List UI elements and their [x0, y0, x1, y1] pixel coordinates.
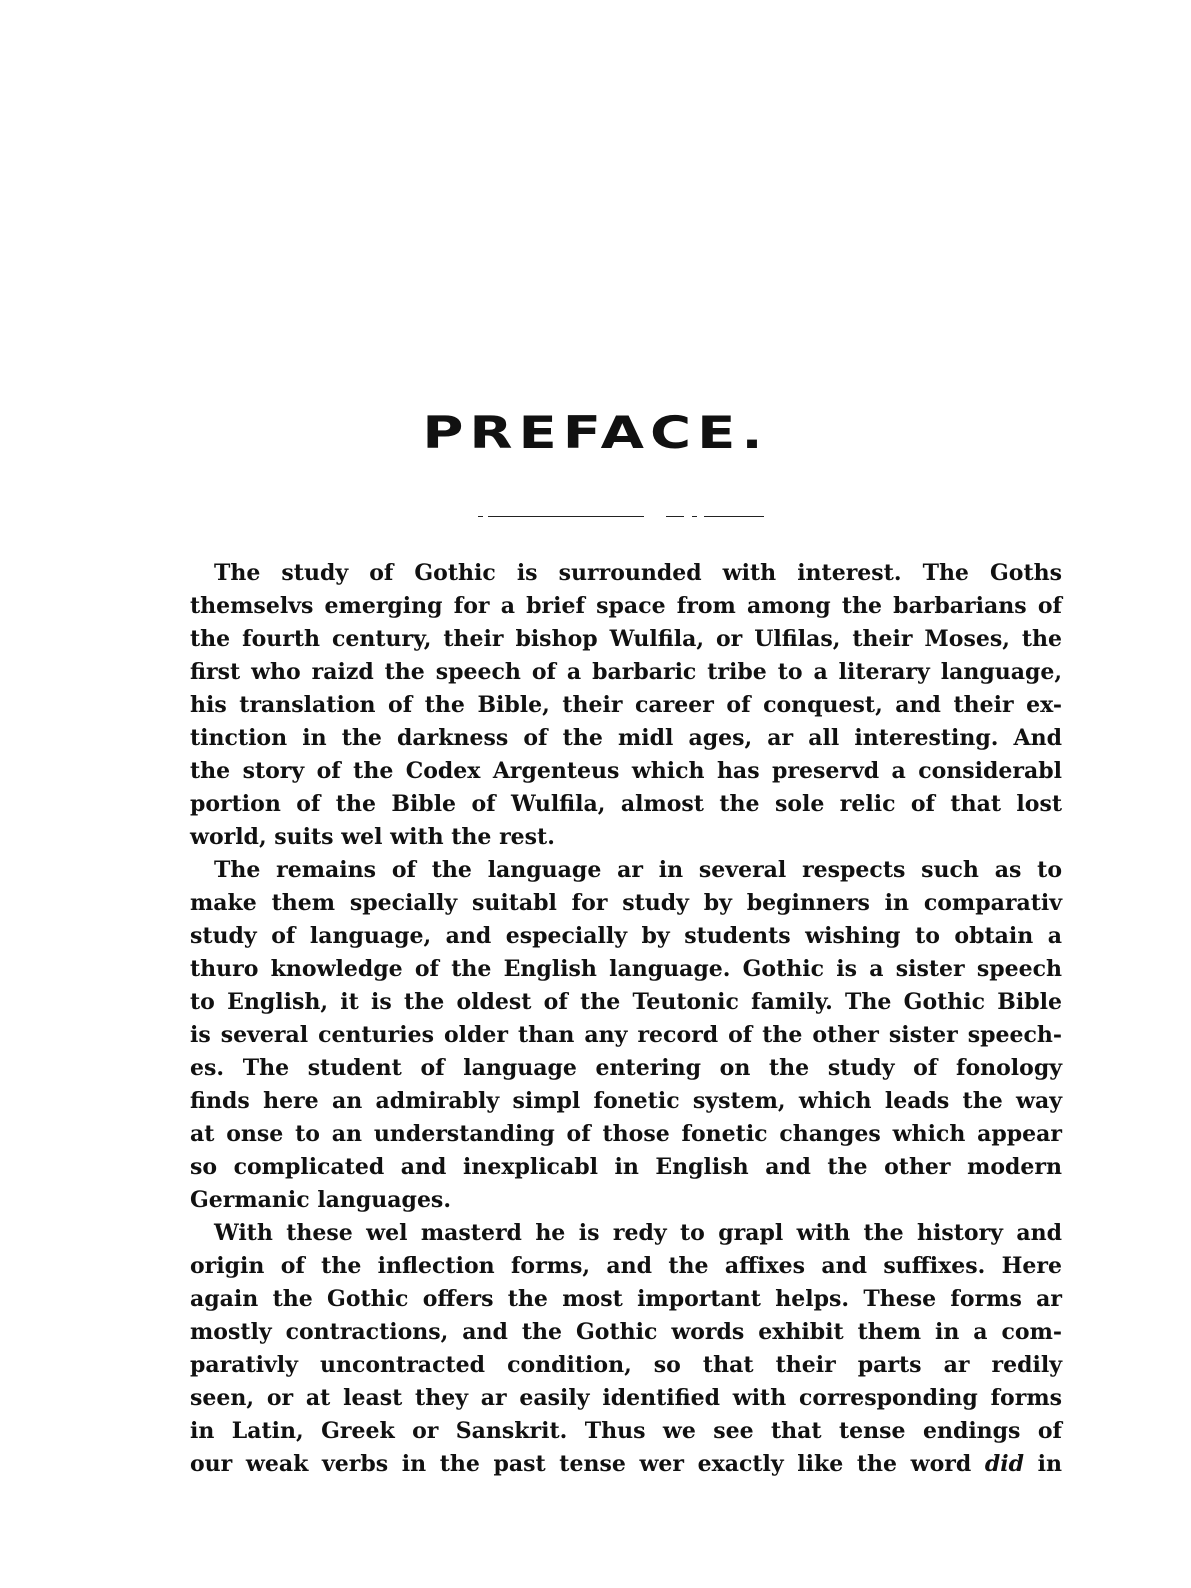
text-line: our weak verbs in the past tense wer exactly like the word did in	[190, 1451, 1062, 1477]
text-line: make them specially suitabl for study by beginners in comparativ	[190, 890, 1062, 916]
text-line: The remains of the language ar in several respects such as to	[214, 857, 1062, 883]
text-line: his translation of the Bible, their career of conquest, and their ex-	[190, 692, 1062, 718]
text-line: the story of the Codex Argenteus which has preservd a considerabl	[190, 758, 1062, 784]
text-line: the fourth century, their bishop Wulfila, or Ulfilas, their Moses, the	[190, 626, 1062, 652]
text-line: With these wel masterd he is redy to grapl with the history and	[214, 1220, 1062, 1246]
text-line: again the Gothic offers the most important helps. These forms ar	[190, 1286, 1062, 1312]
text-line: es. The student of language entering on the study of fonology	[190, 1055, 1062, 1081]
text-line: thuro knowledge of the English language. Gothic is a sister speech	[190, 956, 1062, 982]
preface-body	[190, 557, 1062, 1481]
text-line: to English, it is the oldest of the Teutonic family. The Gothic Bible	[190, 989, 1062, 1015]
text-line: seen, or at least they ar easily identified with corresponding forms	[190, 1385, 1062, 1411]
text-line: origin of the inflection forms, and the affixes and suffixes. Here	[190, 1253, 1062, 1279]
title-divider	[478, 515, 768, 519]
text-line: first who raizd the speech of a barbaric tribe to a literary language,	[190, 659, 1062, 685]
text-line: so complicated and inexplicabl in English and the other modern	[190, 1154, 1062, 1180]
text-line: at onse to an understanding of those fonetic changes which appear	[190, 1121, 1062, 1147]
text-line: parativly uncontracted condition, so that their parts ar redily	[190, 1352, 1062, 1378]
text-line: tinction in the darkness of the midl ages, ar all interesting. And	[190, 725, 1062, 751]
page-title: PREFACE.	[422, 407, 769, 460]
text-line: is several centuries older than any record of the other sister speech-	[190, 1022, 1062, 1048]
text-line: Germanic languages.	[190, 1187, 451, 1213]
text-line: The study of Gothic is surrounded with interest. The Goths	[214, 560, 1062, 586]
text-line: mostly contractions, and the Gothic words exhibit them in a com-	[190, 1319, 1062, 1345]
text-line: finds here an admirably simpl fonetic system, which leads the way	[190, 1088, 1062, 1114]
text-line: themselvs emerging for a brief space from among the barbarians of	[190, 593, 1062, 619]
text-line: world, suits wel with the rest.	[190, 824, 555, 850]
text-line: study of language, and especially by students wishing to obtain a	[190, 923, 1062, 949]
text-line: in Latin, Greek or Sanskrit. Thus we see that tense endings of	[190, 1418, 1062, 1444]
text-line: portion of the Bible of Wulfila, almost the sole relic of that lost	[190, 791, 1062, 817]
